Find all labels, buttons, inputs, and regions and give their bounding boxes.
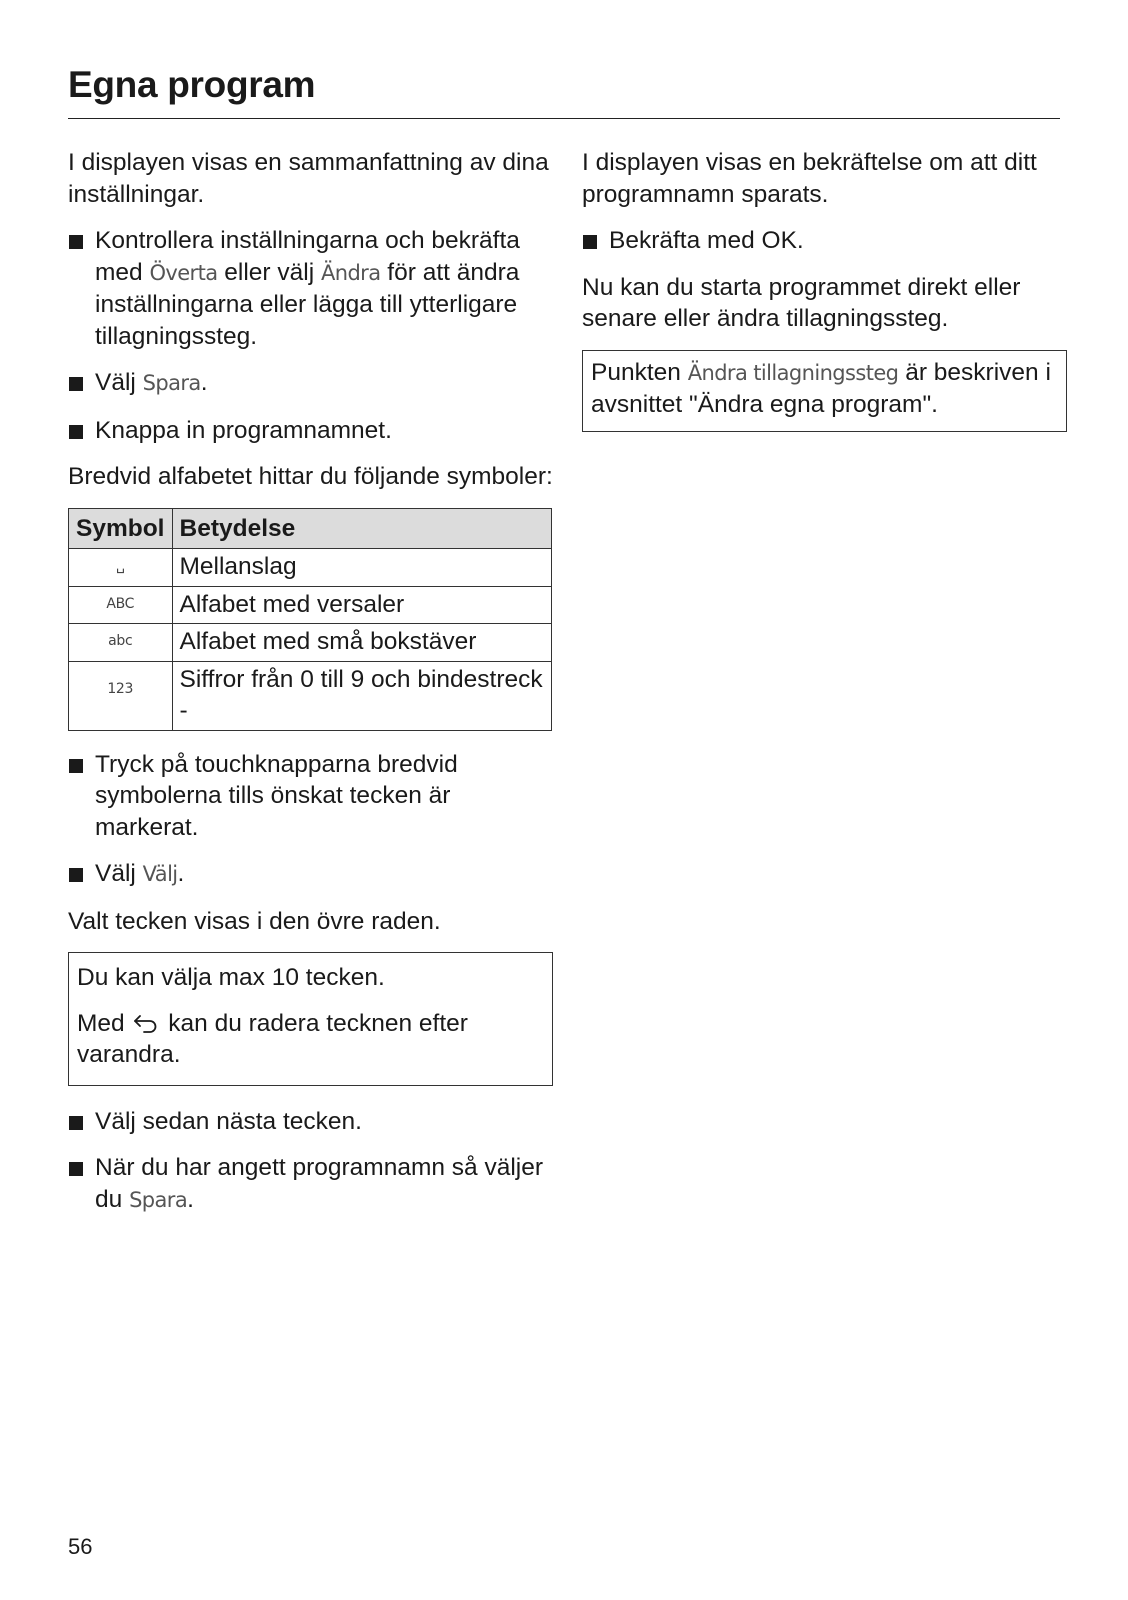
bullet-text: Tryck på touchknapparna bredvid symbolerna tills önskat tecken är markerat. [95,750,458,841]
note-box-edit-steps [582,350,1067,432]
bullet-confirm-ok [582,225,1067,257]
bullet-text: för att ändra inställningarna eller lägga till ytterligare tillagningssteg. [95,258,520,350]
bullet-text: . [177,860,185,887]
header-symbol: Symbol [69,508,173,549]
back-arrow-icon [133,1013,159,1033]
bullet-square-icon [69,377,83,391]
bullet-text: Välj [95,369,143,396]
start-program-paragraph: Nu kan du starta programmet direkt eller senare eller ändra tillagningssteg. [582,273,1021,332]
symbol-table [68,508,552,731]
header-meaning: Betydelse [172,508,552,549]
meaning-cell: Alfabet med versaler [172,586,552,624]
bullet-text: Bekräfta med OK. [609,227,804,254]
display-text-andra: Ändra [320,260,381,285]
note-text: kan du radera tecknen efter varandra. [77,1009,468,1068]
bullet-next-char [68,1106,553,1138]
left-column [68,147,553,1231]
confirmation-paragraph: I displayen visas en bekräftelse om att ditt programnamn sparats. [582,149,1037,208]
bullet-text: . [187,1185,194,1213]
symbol-lowercase: abc [69,624,173,662]
note-text: Med [77,1009,132,1037]
title-divider [68,118,1060,119]
table-row [69,586,552,624]
symbol-digits: 123 [69,661,173,730]
note-text: är beskriven i avsnittet "Ändra egna program". [591,358,1051,418]
display-text-overta: Överta [149,260,218,285]
bullet-text: Välj sedan nästa tecken. [95,1107,362,1135]
bullet-save-name [68,1152,553,1216]
intro-paragraph: I displayen visas en sammanfattning av dina inställningar. [68,149,549,208]
bullet-square-icon [69,235,83,249]
bullet-square-icon [69,1162,83,1176]
bullet-text: eller välj [217,258,321,286]
bullet-square-icon [69,1116,83,1130]
table-row [69,624,552,662]
right-column [582,147,1067,432]
bullet-square-icon [69,868,83,882]
note-box-max-chars [68,952,553,1086]
symbol-uppercase: ABC [69,586,173,624]
selected-char-paragraph: Valt tecken visas i den övre raden. [68,907,441,935]
bullet-square-icon [69,425,83,439]
display-text-valj: Välj [142,862,178,886]
page-title: Egna program [68,64,316,105]
display-text-spara: Spara [129,1187,188,1212]
display-text-spara: Spara [142,371,201,395]
note-edit-steps [591,357,1058,421]
page-number: 56 [68,1534,93,1559]
bullet-choose-save [68,367,553,400]
bullet-enter-name [68,415,553,447]
bullet-text: Välj [95,860,143,887]
bullet-touch-keys [68,749,553,844]
bullet-choose-select [68,858,553,891]
note-line-delete [77,1008,544,1071]
note-line-max: Du kan välja max 10 tecken. [77,964,385,991]
symbols-intro: Bredvid alfabetet hittar du följande symboler: [68,463,553,490]
meaning-cell: Alfabet med små bokstäver [172,624,552,662]
bullet-text: Kontrollera inställningarna och bekräfta med [95,227,520,286]
bullet-text: . [200,369,208,396]
symbol-space-icon: ␣ [69,549,173,587]
display-text-andra-steg: Ändra tillagningssteg [687,360,899,385]
bullet-square-icon [583,235,597,249]
meaning-cell: Siffror från 0 till 9 och bindestreck - [172,661,552,730]
table-row [69,549,552,587]
bullet-text: Knappa in programnamnet. [95,416,392,444]
bullet-check-settings [68,225,553,352]
table-header-row [69,508,552,549]
meaning-cell: Mellanslag [172,549,552,587]
note-text: Punkten [591,358,688,386]
bullet-text: När du har angett programnamn så väljer du [95,1154,544,1213]
table-row [69,661,552,730]
bullet-square-icon [69,759,83,773]
